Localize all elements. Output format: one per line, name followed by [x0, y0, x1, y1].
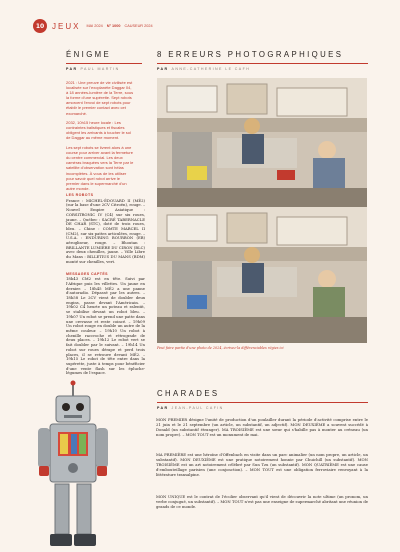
toy-robot-illustration [38, 380, 113, 552]
byline-author: ANNE-CATHERINE LE CAFH [171, 67, 251, 71]
charade-2: MA PREMIÈRE est une héroïne d'Offenbach en visite dans un parc animalier (un nom propre, un article, un substantif). MON DEUXIÈME est une pratique notoirement honnie par Chuichill (un substantif). MON TROISIÈME est un art notoirement célébré par Sun Tzu (un substantif). MON QUATRIÈME est une cause d'embouteillage parisien (une conjonction). – MON TOUT est une obligation ferroviaire renvoyant à la littérature transalpine. [156, 452, 368, 477]
story-paragraph: Les sept robots se livrent alors à une course pour arriver avant la fermeture du centre commercial. Les deux caméras braquées vers la Terre par le satellite d'observation sont hélas incomplètes. À vous de les utiliser pour savoir quel robot arrive le premier dans le supermarché d'un autre monde. [66, 145, 134, 191]
byline-label: PAR [157, 406, 169, 410]
office-scene-image [157, 78, 367, 214]
issue-info [86, 24, 152, 28]
story-paragraph: 2021 : Une preuve de vie civilisée est localisée sur l'exoplanète Daggar 04, à 18 années-lumière de la Terre, sous la forme d'une supérette. Sept robots amorcent l'envoi de sept robots pour établir le premier contact avec cet exomarché. [66, 80, 134, 116]
page-header [33, 19, 153, 33]
issue-number: N° 1000 [106, 24, 121, 28]
charades-rule [157, 402, 368, 403]
charade-1: MON PREMIER désigne l'unité de production d'un poulailler durant la période d'activité comprise entre le 21 juin et le 21 septembre (un article, un substantif, un adjectif). MON DEUXIÈME a souvent succédé à Donald (un substantif étranger). MA TROISIÈME est une sœur qui s'habille pas à monter au créneau (un nom propre). – MON TOUT est un monument de mai. [156, 417, 368, 437]
charade-3: MON UNIQUE est le contrat de l'écolier observant qu'il vient de découvrir la note ultime (un pronom, un verbe conjugué, un substantif). – MON TOUT n'est pas une enseigne de supermarché abritant une réunion de grands de ce monde. [156, 494, 368, 509]
charades-title: CHARADES [157, 389, 220, 398]
charades-byline [157, 406, 224, 410]
solution-text: France : MICHEL-ÉDOUARD II (MÉ2) (sur la base d'une 2CV Citroën), rouge. – Nouvel Empire Asiatique : CORSITRONIC IV (C4) sur six roues, jaune. – Québec : SACRÉ TABERNACLE DE CHAR (STC), doté de trois roues, bleu. – Chine : COMTE MARCEL II (CM2), sur six pattes articulées, rouge. – U.S.A. : ENDURING BOURBON (EB) aérogliseur, rouge. – Bhoutan : BRILLANTE LUMIÈRE DU CIRON (BLC) avec deux chenilles, jaune. – Ville Libre du Mans : BILLETIUS DU MANS (BDM) monté sur chenilles, vert. [66, 197, 145, 264]
byline-author: JEAN-PAUL CAFIN [171, 406, 224, 410]
page-number-badge: 10 [33, 19, 47, 33]
photo-original [157, 78, 367, 214]
erreurs-title: 8 ERREURS PHOTOGRAPHIQUES [157, 50, 344, 59]
issue-date: MAI 2024 [86, 24, 103, 28]
photo-modified [157, 207, 367, 343]
solution-text: 18h43 CM2 est en tête. Suivi par l'Afrique puis les villettes. Un jaune en dernier. – 18h45 MÉ2 a une panne d'autoradio. Dépassé par les autres. – 18h58 Le 2CV vient de doubler deux engins, passe devant l'Américain. – 19h02 C4 heurte un poteau et ralentit, se stabilise devant un robot bleu. – 19h07 Un robot se prend une patte dans une crevasse et reste coincé. – 19h09 Un robot rouge en double un autre de la même couleur. – 19h10 Un robot à chenille raccroche et rétrograde de deux places. – 19h12 Le robot vert se fait doubler par le suivant. – 19h14 Un robot sur roues dérape et perd trois places, il se retrouve devant MÉ2. – 19h15 Le robot de tête entre dans la supérette, juste à temps pour bénéficier d'une vente flash sur les épluche-légumes de l'espace. [66, 276, 145, 376]
magazine-name: CAUSEUR 2024 [124, 24, 153, 28]
byline-label: PAR [66, 67, 78, 71]
enigme-story [66, 80, 134, 195]
photo-caption: Peut faire partie d'une photo de 2024, écrivez-la différenciables régies ici [157, 346, 284, 350]
erreurs-byline [157, 67, 250, 71]
enigme-solution [66, 193, 145, 383]
enigme-rule [66, 63, 142, 64]
solution-heading: LES ROBOTS [66, 193, 94, 197]
office-scene-image [157, 207, 367, 343]
story-paragraph: 2032, 10h15 heure locale : Les contraintes balistiques et fiscales obligent les arrivants à toucher le sol de Daggar au même moment. [66, 120, 131, 141]
solution-heading: MESSAGES CAPTÉS [66, 271, 108, 276]
enigme-title: ÉNIGME [66, 50, 112, 59]
erreurs-rule [157, 63, 368, 64]
section-name: JEUX [52, 21, 81, 31]
byline-author: PAUL MARTIN [80, 67, 120, 71]
byline-label: PAR [157, 67, 169, 71]
enigme-byline [66, 67, 120, 71]
